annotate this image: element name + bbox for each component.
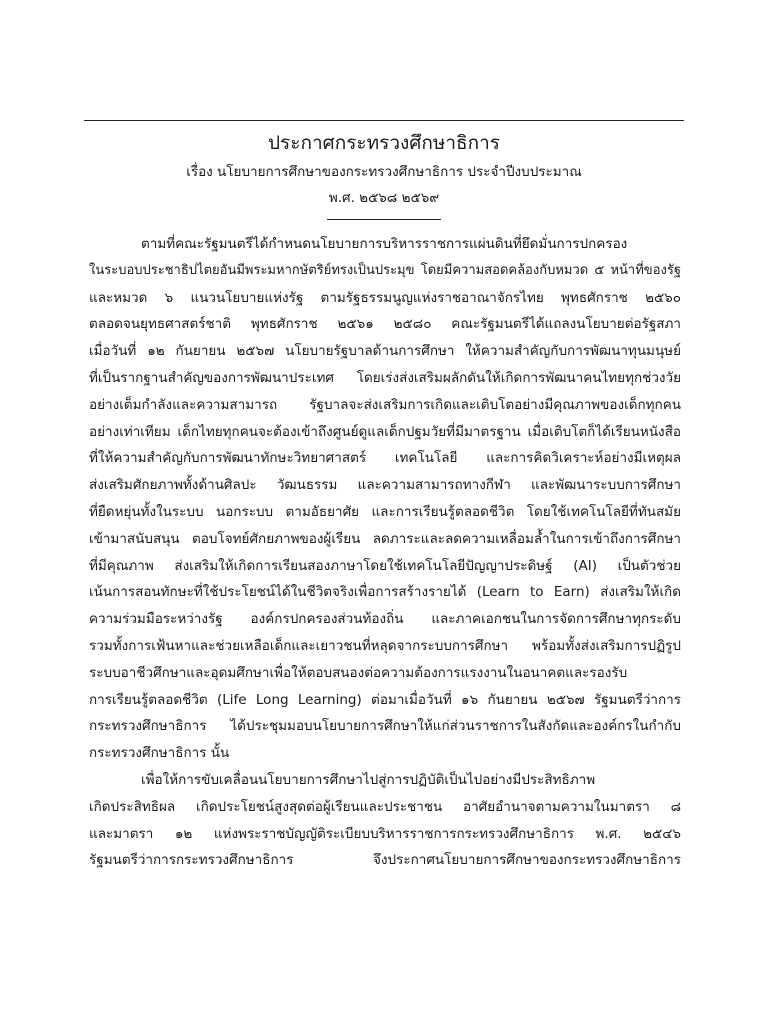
body-line: กระทรวงศึกษาธิการ นั้น	[89, 745, 230, 762]
body-line: ที่มีคุณภาพ ส่งเสริมให้เกิดการเรียนสองภาษาโดยใช้เทคโนโลยีปัญญาประดิษฐ์ (AI) เป็นตัวช่วย	[89, 557, 681, 574]
document-fiscal-year: พ.ศ. ๒๕๖๘ ๒๕๖๙	[328, 190, 440, 206]
document-body	[89, 231, 681, 874]
body-line: ความร่วมมือระหว่างรัฐ องค์กรปกครองส่วนท้องถิ่น และภาคเอกชนในการจัดการศึกษาทุกระดับ	[89, 611, 681, 628]
body-line: เพื่อให้การขับเคลื่อนนโยบายการศึกษาไปสู่การปฏิบัติเป็นไปอย่างมีประสิทธิภาพ	[141, 771, 596, 788]
title-divider	[327, 219, 441, 220]
body-line: เข้ามาสนับสนุน ตอบโจทย์ศักยภาพของผู้เรียน ลดภาระและลดความเหลื่อมล้ำในการเข้าถึงการศึกษา	[89, 530, 681, 547]
body-line: และมาตรา ๑๒ แห่งพระราชบัญญัติระเบียบบริหารราชการกระทรวงศึกษาธิการ พ.ศ. ๒๕๔๖	[89, 825, 681, 842]
body-line: ตามที่คณะรัฐมนตรีได้กำหนดนโยบายการบริหารราชการแผ่นดินที่ยึดมั่นการปกครอง	[141, 236, 628, 252]
body-line: และหมวด ๖ แนวนโยบายแห่งรัฐ ตามรัฐธรรมนูญแห่งราชอาณาจักรไทย พุทธศักราช ๒๕๖๐	[89, 289, 681, 306]
body-line: ที่ยืดหยุ่นทั้งในระบบ นอกระบบ ตามอัธยาศัย และการเรียนรู้ตลอดชีวิต โดยใช้เทคโนโลยีที่ทันสมัย	[89, 503, 681, 520]
body-line: อย่างเต็มกำลังและความสามารถ รัฐบาลจะส่งเสริมการเกิดและเติบโตอย่างมีคุณภาพของเด็กทุกคน	[89, 396, 681, 413]
top-rule	[84, 120, 684, 121]
body-line: เมื่อวันที่ ๑๒ กันยายน ๒๕๖๗ นโยบายรัฐบาลด้านการศึกษา ให้ความสำคัญกับการพัฒนาทุนมนุษย์	[89, 343, 681, 360]
body-line: กระทรวงศึกษาธิการ ได้ประชุมมอบนโยบายการศึกษาให้แก่ส่วนราชการในสังกัดและองค์กรในกำกับ	[89, 718, 681, 735]
document-title: ประกาศกระทรวงศึกษาธิการ	[267, 132, 501, 154]
body-line: ตลอดจนยุทธศาสตร์ชาติ พุทธศักราช ๒๕๖๑ ๒๕๘๐ คณะรัฐมนตรีได้แถลงนโยบายต่อรัฐสภา	[89, 316, 681, 333]
body-line: ที่ให้ความสำคัญกับการพัฒนาทักษะวิทยาศาสตร์ เทคโนโลยี และการคิดวิเคราะห์อย่างมีเหตุผล	[89, 450, 681, 467]
document-subtitle: เรื่อง นโยบายการศึกษาของกระทรวงศึกษาธิการ ประจำปีงบประมาณ	[186, 164, 582, 180]
body-line: อย่างเท่าเทียม เด็กไทยทุกคนจะต้องเข้าถึงศูนย์ดูแลเด็กปฐมวัยที่มีมาตรฐาน เมื่อเติบโตก็ได้เรียนหนังสือ	[89, 423, 681, 440]
body-line: ส่งเสริมศักยภาพทั้งด้านศิลปะ วัฒนธรรม และความสามารถทางกีฬา และพัฒนาระบบการศึกษา	[89, 477, 681, 494]
body-line: เน้นการสอนทักษะที่ใช้ประโยชน์ได้ในชีวิตจริงเพื่อการสร้างรายได้ (Learn to Earn) ส่งเสริมให้เกิด	[89, 584, 681, 601]
body-line: ในระบอบประชาธิปไตยอันมีพระมหากษัตริย์ทรงเป็นประมุข โดยมีความสอดคล้องกับหมวด ๕ หน้าที่ของรัฐ	[89, 262, 681, 278]
body-line: ที่เป็นรากฐานสำคัญของการพัฒนาประเทศ โดยเร่งส่งเสริมผลักดันให้เกิดการพัฒนาคนไทยทุกช่วงวัย	[89, 369, 681, 386]
body-line: การเรียนรู้ตลอดชีวิต (Life Long Learning) ต่อมาเมื่อวันที่ ๑๖ กันยายน ๒๕๖๗ รัฐมนตรีว่าการ	[89, 691, 681, 708]
body-line: เกิดประสิทธิผล เกิดประโยชน์สูงสุดต่อผู้เรียนและประชาชน อาศัยอำนาจตามความในมาตรา ๘	[89, 798, 681, 815]
body-line: รัฐมนตรีว่าการกระทรวงศึกษาธิการ จึงประกาศนโยบายการศึกษาของกระทรวงศึกษาธิการ	[89, 852, 681, 869]
body-line: รวมทั้งการเฟ้นหาและช่วยเหลือเด็กและเยาวชนที่หลุดจากระบบการศึกษา พร้อมทั้งส่งเสริมการปฏิรูป	[89, 637, 681, 654]
body-line: ระบบอาชีวศึกษาและอุดมศึกษาเพื่อให้ตอบสนองต่อความต้องการแรงงานในอนาคตและรองรับ	[89, 664, 628, 681]
